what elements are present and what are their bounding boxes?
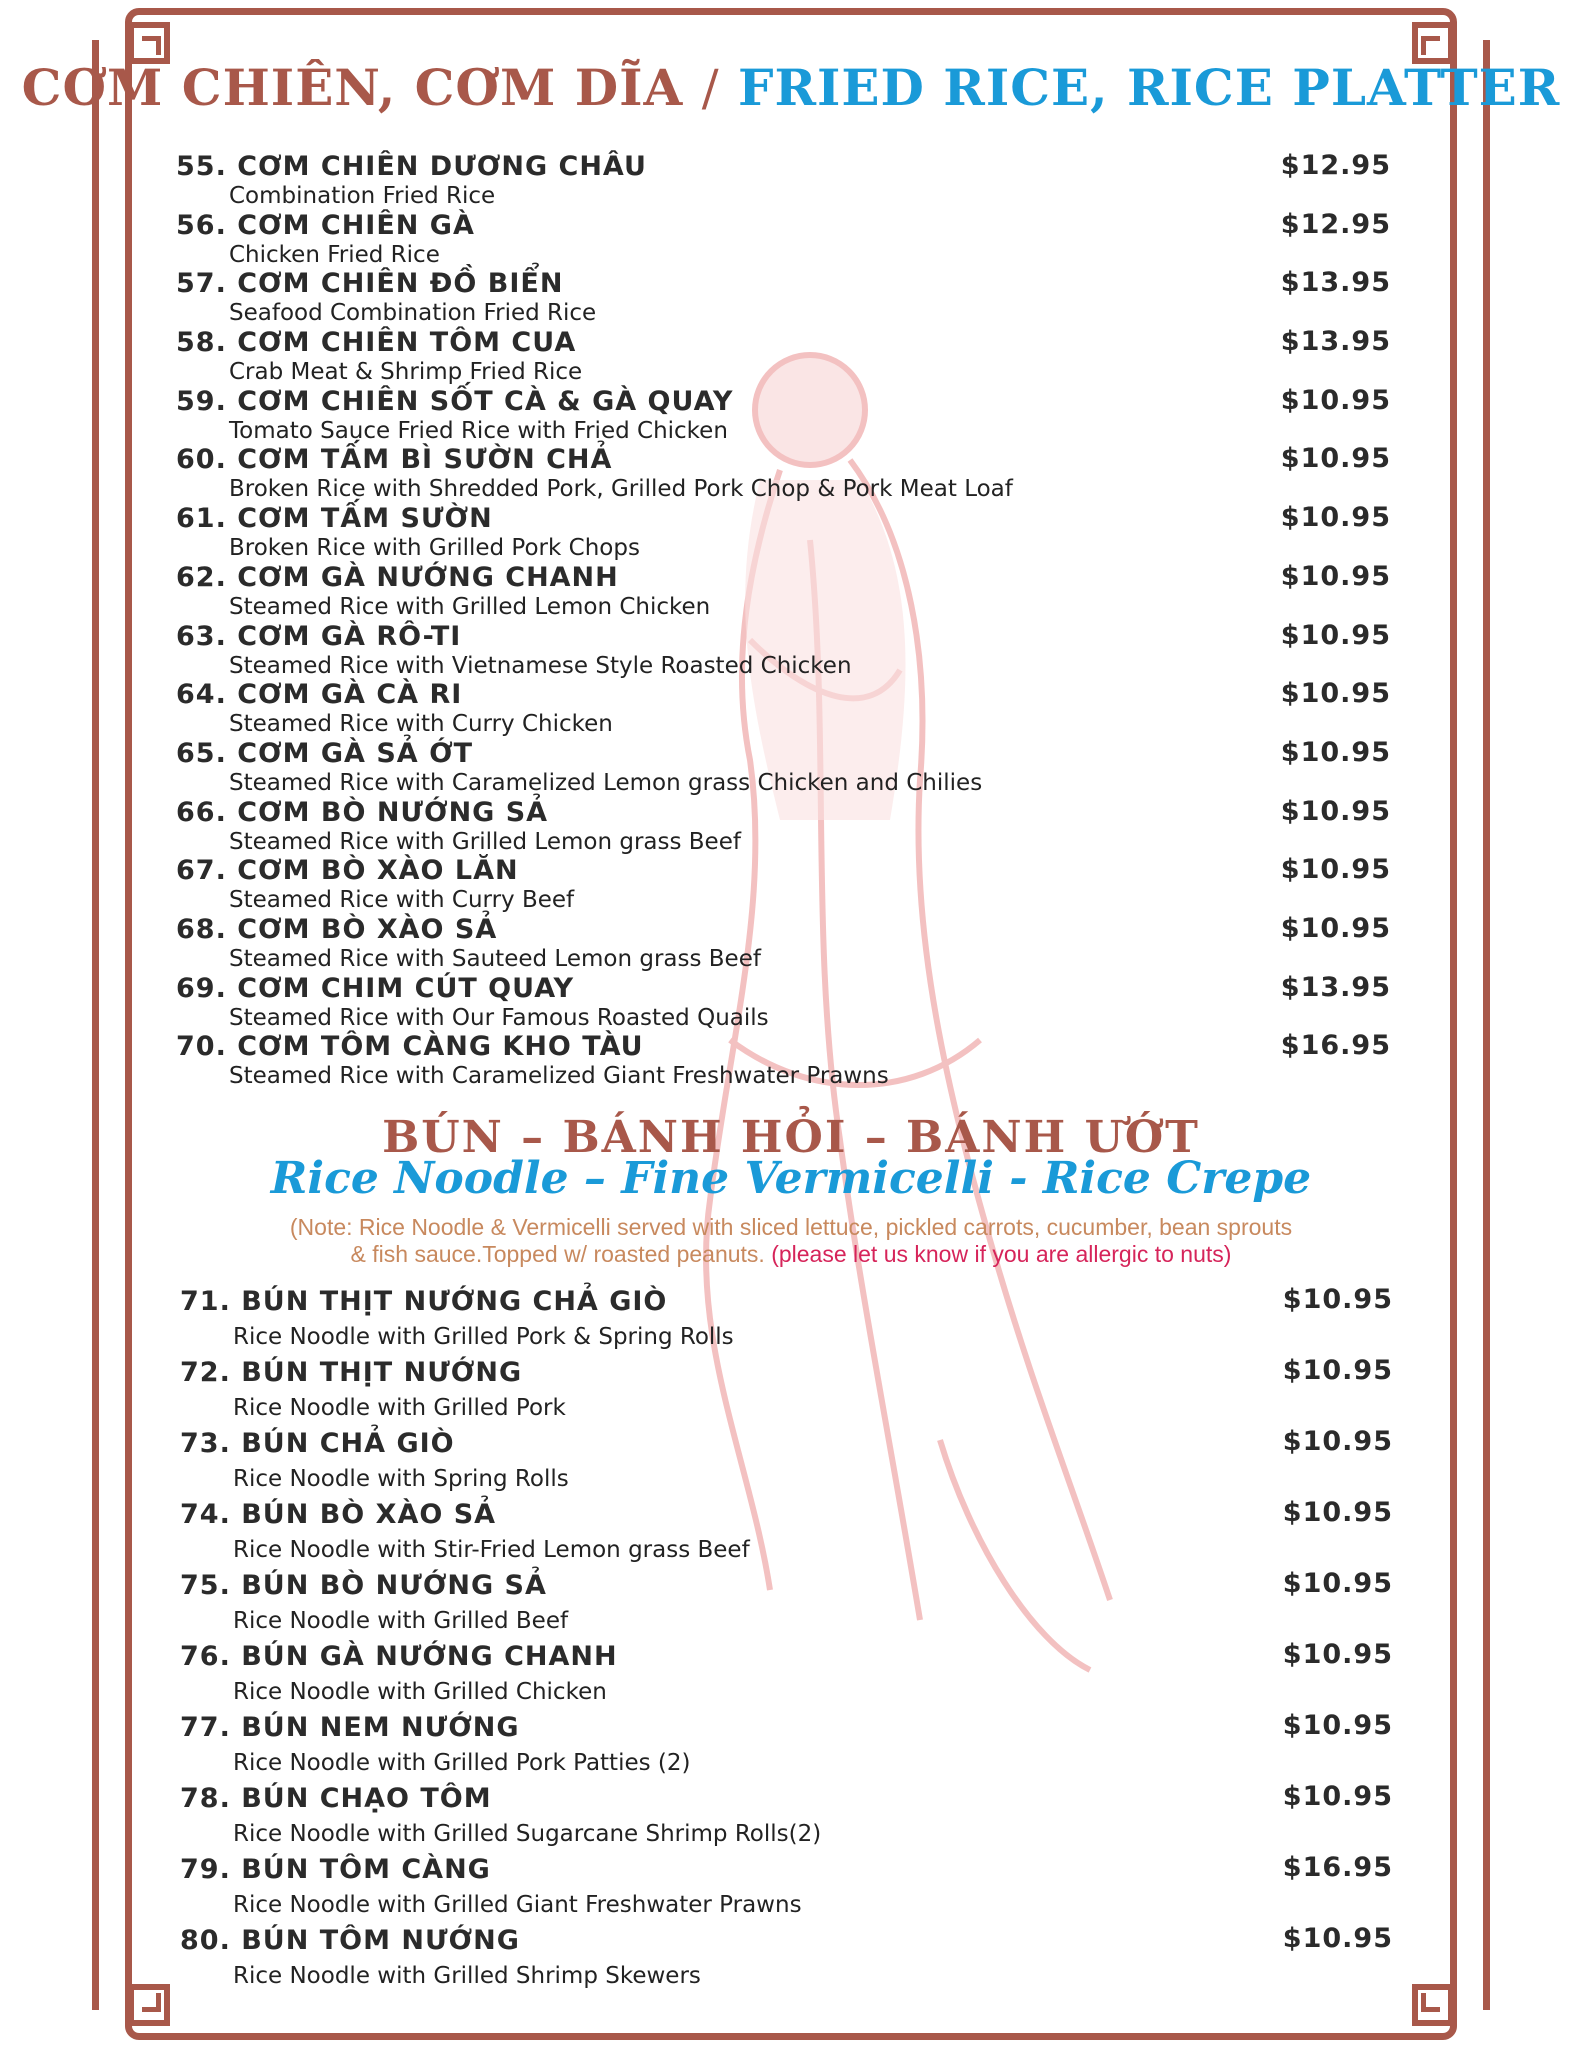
item-name: 56. CƠM CHIÊN GÀ [176, 209, 475, 241]
allergy-warning: (please let us know if you are allergic to nuts) [771, 1241, 1232, 1267]
item-description: Broken Rice with Grilled Pork Chops [229, 535, 640, 562]
item-description: Rice Noodle with Grilled Beef [233, 1608, 569, 1634]
serving-note [0, 1214, 1582, 1268]
item-description: Steamed Rice with Our Famous Roasted Quails [229, 1004, 769, 1031]
item-name: 70. CƠM TÔM CÀNG KHO TÀU [176, 1031, 644, 1063]
menu-item [180, 1355, 1393, 1426]
item-price: $10.95 [1280, 912, 1391, 944]
note-line-2 [0, 1241, 1582, 1268]
item-description: Rice Noodle with Stir-Fried Lemon grass Beef [233, 1537, 750, 1563]
item-price: $10.95 [1280, 502, 1391, 534]
title-separator: / [701, 59, 720, 117]
item-description: Rice Noodle with Grilled Pork & Spring Rolls [233, 1324, 734, 1350]
item-price: $12.95 [1280, 208, 1391, 240]
section-title-fried-rice [0, 58, 1582, 117]
item-name: 66. CƠM BÒ NƯỚNG SẢ [176, 796, 549, 828]
item-price: $10.95 [1280, 678, 1391, 710]
item-name: 67. CƠM BÒ XÀO LĂN [176, 855, 519, 887]
menu-item [176, 913, 1391, 972]
item-description: Steamed Rice with Grilled Lemon Chicken [229, 593, 711, 620]
rice-noodle-menu-list [180, 1284, 1393, 1994]
item-description: Rice Noodle with Grilled Chicken [233, 1679, 607, 1705]
item-name: 58. CƠM CHIÊN TÔM CUA [176, 327, 577, 359]
item-price: $10.95 [1282, 1568, 1393, 1599]
item-name: 69. CƠM CHIM CÚT QUAY [176, 972, 575, 1004]
item-description: Steamed Rice with Vietnamese Style Roasted Chicken [229, 652, 852, 679]
item-description: Steamed Rice with Caramelized Lemon grass Chicken and Chilies [229, 769, 983, 796]
item-description: Seafood Combination Fried Rice [229, 300, 597, 327]
menu-item [176, 737, 1391, 796]
menu-item [176, 854, 1391, 913]
item-description: Broken Rice with Shredded Pork, Grilled Pork Chop & Pork Meat Loaf [229, 476, 1013, 503]
item-price: $16.95 [1280, 1030, 1391, 1062]
item-name: 79. BÚN TÔM CÀNG [180, 1854, 491, 1885]
item-name: 62. CƠM GÀ NƯỚNG CHANH [176, 561, 619, 593]
menu-item [176, 620, 1391, 679]
item-name: 64. CƠM GÀ CÀ RI [176, 679, 463, 711]
item-price: $13.95 [1280, 971, 1391, 1003]
menu-item [180, 1568, 1393, 1639]
menu-item [176, 326, 1391, 385]
item-price: $13.95 [1280, 267, 1391, 299]
item-price: $16.95 [1282, 1852, 1393, 1883]
menu-item [176, 972, 1391, 1031]
item-description: Rice Noodle with Grilled Pork [233, 1395, 566, 1421]
item-name: 73. BÚN CHẢ GIÒ [180, 1428, 455, 1459]
corner-ornament-icon [128, 1984, 170, 2026]
item-name: 59. CƠM CHIÊN SỐT CÀ & GÀ QUAY [176, 385, 734, 417]
item-description: Rice Noodle with Grilled Pork Patties (2) [233, 1750, 691, 1776]
item-price: $10.95 [1280, 619, 1391, 651]
item-description: Rice Noodle with Grilled Giant Freshwater Prawns [233, 1892, 802, 1918]
item-name: 78. BÚN CHẠO TÔM [180, 1783, 492, 1814]
item-description: Rice Noodle with Spring Rolls [233, 1466, 569, 1492]
note-text: & fish sauce.Topped w/ roasted peanuts. [350, 1241, 765, 1267]
menu-item [180, 1497, 1393, 1568]
menu-item [176, 796, 1391, 855]
item-description: Steamed Rice with Sauteed Lemon grass Beef [229, 945, 761, 972]
menu-item [176, 502, 1391, 561]
menu-item [180, 1781, 1393, 1852]
item-description: Steamed Rice with Curry Beef [229, 887, 575, 914]
item-name: 61. CƠM TẤM SƯỜN [176, 503, 493, 535]
item-name: 57. CƠM CHIÊN ĐỒ BIỂN [176, 268, 564, 300]
menu-item [180, 1710, 1393, 1781]
item-description: Steamed Rice with Grilled Lemon grass Beef [229, 828, 741, 855]
menu-item [180, 1852, 1393, 1923]
item-name: 55. CƠM CHIÊN DƯƠNG CHÂU [176, 151, 647, 182]
item-price: $10.95 [1280, 443, 1391, 475]
item-price: $13.95 [1280, 326, 1391, 358]
item-price: $10.95 [1280, 736, 1391, 768]
menu-item [176, 561, 1391, 620]
item-name: 75. BÚN BÒ NƯỚNG SẢ [180, 1570, 547, 1601]
item-price: $10.95 [1280, 560, 1391, 592]
item-description: Tomato Sauce Fried Rice with Fried Chicken [229, 417, 728, 444]
menu-item [176, 678, 1391, 737]
item-price: $10.95 [1280, 384, 1391, 416]
title-vietnamese: CƠM CHIÊN, CƠM DĨA [21, 58, 684, 117]
item-name: 72. BÚN THỊT NƯỚNG [180, 1357, 523, 1388]
item-name: 65. CƠM GÀ SẢ ỚT [176, 737, 474, 769]
title-english: FRIED RICE, RICE PLATTER [737, 58, 1561, 117]
item-name: 60. CƠM TẤM BÌ SƯỜN CHẢ [176, 444, 613, 476]
item-price: $10.95 [1280, 795, 1391, 827]
item-price: $10.95 [1282, 1639, 1393, 1670]
item-name: 71. BÚN THỊT NƯỚNG CHẢ GIÒ [180, 1286, 668, 1317]
item-name: 63. CƠM GÀ RÔ-TI [176, 620, 462, 652]
item-price: $10.95 [1282, 1355, 1393, 1386]
menu-item [180, 1284, 1393, 1355]
menu-item [180, 1923, 1393, 1994]
corner-ornament-icon [1412, 1984, 1454, 2026]
item-name: 74. BÚN BÒ XÀO SẢ [180, 1499, 497, 1530]
item-description: Rice Noodle with Grilled Shrimp Skewers [233, 1963, 701, 1989]
menu-item [180, 1426, 1393, 1497]
item-price: $10.95 [1282, 1284, 1393, 1315]
item-description: Crab Meat & Shrimp Fried Rice [229, 359, 583, 386]
item-price: $10.95 [1282, 1781, 1393, 1812]
item-description: Chicken Fried Rice [229, 241, 440, 268]
item-description: Steamed Rice with Curry Chicken [229, 711, 613, 738]
item-description: Combination Fried Rice [229, 183, 496, 209]
menu-item [176, 267, 1391, 326]
menu-item [176, 385, 1391, 444]
item-price: $10.95 [1280, 854, 1391, 886]
fried-rice-menu-list [176, 150, 1391, 1089]
item-price: $12.95 [1280, 150, 1391, 181]
menu-item [176, 209, 1391, 268]
item-name: 80. BÚN TÔM NƯỚNG [180, 1925, 520, 1956]
note-line-1: (Note: Rice Noodle & Vermicelli served with sliced lettuce, pickled carrots, cucumber, bean sprouts [289, 1214, 1293, 1240]
item-price: $10.95 [1282, 1426, 1393, 1457]
section-title-english-noodles: Rice Noodle – Fine Vermicelli - Rice Crepe [270, 1153, 1312, 1204]
menu-item [176, 150, 1391, 209]
item-description: Rice Noodle with Grilled Sugarcane Shrimp Rolls(2) [233, 1821, 822, 1847]
item-name: 77. BÚN NEM NƯỚNG [180, 1712, 520, 1743]
item-price: $10.95 [1282, 1710, 1393, 1741]
item-price: $10.95 [1282, 1923, 1393, 1954]
menu-item [176, 1030, 1391, 1089]
item-name: 76. BÚN GÀ NƯỚNG CHANH [180, 1641, 618, 1672]
menu-item [180, 1639, 1393, 1710]
section-title-vietnamese-noodles: BÚN – BÁNH HỎI – BÁNH ƯỚT [382, 1112, 1200, 1163]
item-description: Steamed Rice with Caramelized Giant Freshwater Prawns [229, 1063, 889, 1090]
menu-item [176, 443, 1391, 502]
item-price: $10.95 [1282, 1497, 1393, 1528]
item-name: 68. CƠM BÒ XÀO SẢ [176, 913, 498, 945]
